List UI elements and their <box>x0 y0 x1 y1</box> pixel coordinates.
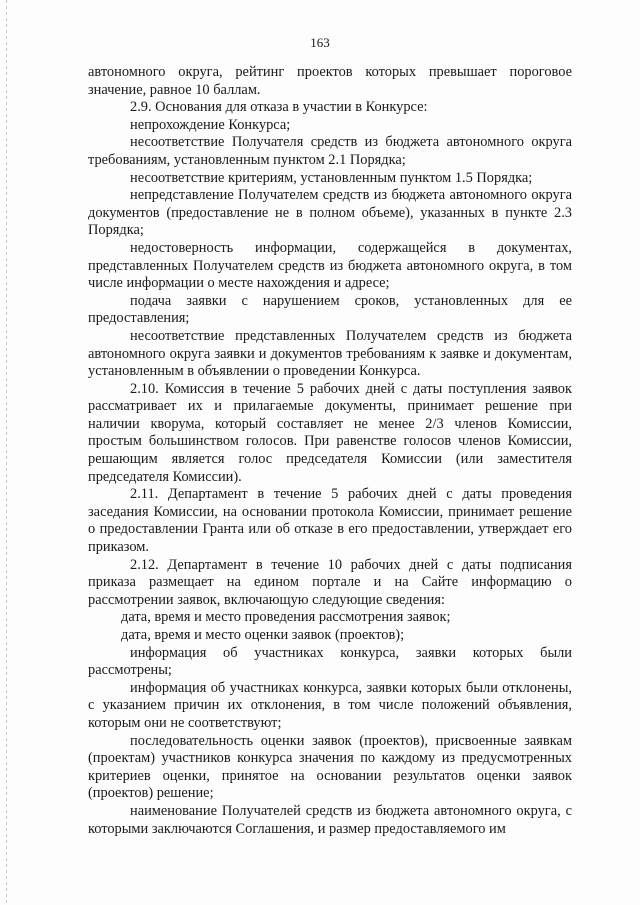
list-item-refusal-3: несоответствие критериям, установленным пунктом 1.5 Порядка; <box>130 169 533 186</box>
paragraph-2-11: 2.11. Департамент в течение 5 рабочих дней с даты проведения заседания Комиссии, на основании протокола Комиссии, принимает решение о предоставлении Гранта или об отказе в его предоставлении, утверждает его приказом. <box>88 486 572 556</box>
paragraph-continuation: автономного округа, рейтинг проектов которых превышает пороговое значение, равное 10 баллам. <box>88 64 572 98</box>
list-item-refusal-5: недостоверность информации, содержащейся в документах, представленных Получателем средств из бюджета автономного округа, в том числе информации о месте нахождения и адресе; <box>88 239 572 292</box>
list-item-info-4: информация об участниках конкурса, заявки которых были отклонены, с указанием причин их отклонения, в том числе положений объявления, которым они не соответствуют; <box>88 679 572 731</box>
list-item-info-2: дата, время и место оценки заявок (проектов); <box>121 627 405 643</box>
paragraph-2-12: 2.12. Департамент в течение 10 рабочих дней с даты подписания приказа размещает на едином портале и на Сайте информацию о рассмотрении заявок, включающую следующие сведения: <box>88 556 572 608</box>
list-item-refusal-4: непредставление Получателем средств из бюджета автономного округа документов (предоставление не в полном объеме), указанных в пункте 2.3 Порядка; <box>88 187 572 239</box>
list-item-refusal-6: подача заявки с нарушением сроков, установленных для ее предоставления; <box>88 292 572 327</box>
list-item-info-3: информация об участниках конкурса, заявки которых были рассмотрены; <box>88 644 572 679</box>
document-body <box>88 64 572 838</box>
list-item-info-5: последовательность оценки заявок (проектов), присвоенные заявкам (проектам) участников конкурса значения по каждому из предусмотренных критериев оценки, принятое на основании результатов оценки заявок (проектов) решение; <box>88 732 572 802</box>
list-item-info-1: дата, время и место проведения рассмотрения заявок; <box>121 609 451 626</box>
page-number: 163 <box>310 35 330 50</box>
list-item-info-6: наименование Получателей средств из бюджета автономного округа, с которыми заключаются Соглашения, и размер предоставляемого им <box>88 802 572 837</box>
scan-edge-line <box>6 0 7 905</box>
list-item-refusal-1: непрохождение Конкурса; <box>130 116 291 133</box>
paragraph-2-10: 2.10. Комиссия в течение 5 рабочих дней с даты поступления заявок рассматривает их и прилагаемые документы, принимает решение при наличии кворума, который составляет не менее 2/3 членов Комиссии, простым большинством голосов. При равенстве голосов членов Комиссии, решающим является голос председателя Комиссии (или заместителя председателя Комиссии). <box>88 380 572 485</box>
list-item-refusal-7: несоответствие представленных Получателем средств из бюджета автономного округа заявки и документов требованиям к заявке и документам, установленным в объявлении о проведении Конкурса. <box>88 327 572 380</box>
list-item-refusal-2: несоответствие Получателя средств из бюджета автономного округа требованиям, установленным пунктом 2.1 Порядка; <box>88 134 572 168</box>
paragraph-2-9-heading: 2.9. Основания для отказа в участии в Конкурсе: <box>130 99 428 116</box>
